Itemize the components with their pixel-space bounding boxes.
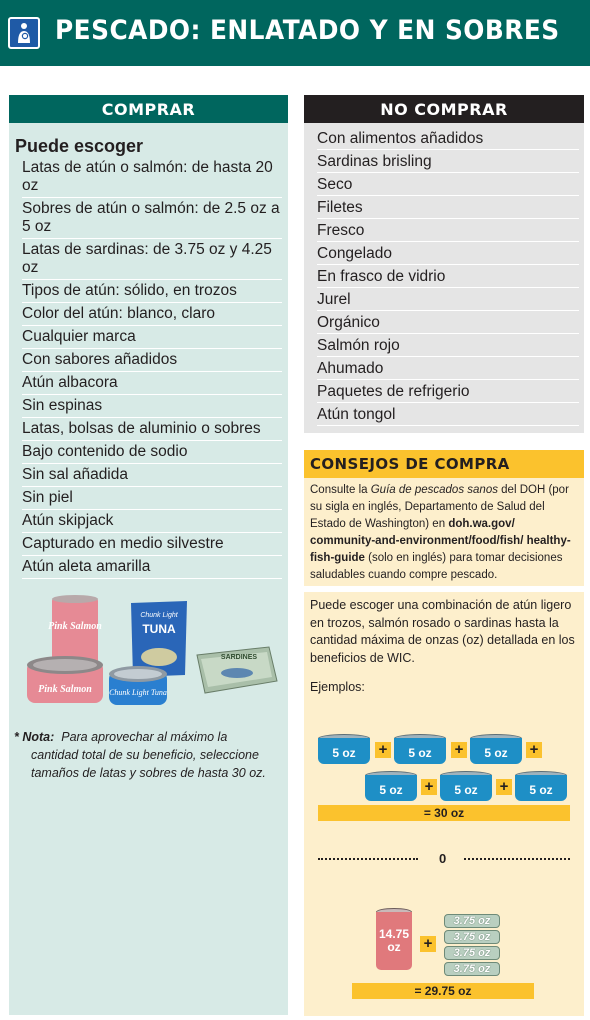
page-header (0, 0, 590, 66)
buy-list-item: Capturado en medio silvestre (22, 533, 282, 556)
divider-dots (318, 858, 418, 860)
can-5oz: 5 oz (365, 771, 417, 801)
buy-list-item: Latas, bolsas de aluminio o sobres (22, 418, 282, 441)
buy-list-item: Atún albacora (22, 372, 282, 395)
plus-sign: + (496, 779, 512, 795)
buy-list-item: Cualquier marca (22, 326, 282, 349)
nobuy-list (317, 127, 579, 426)
buy-list-item: Sin espinas (22, 395, 282, 418)
wic-logo-icon (8, 17, 40, 49)
plus-sign: + (420, 936, 436, 952)
total-30oz: = 30 oz (318, 805, 570, 821)
or-separator: 0 (439, 851, 447, 866)
can-5oz: 5 oz (318, 734, 370, 764)
nobuy-list-item: Atún tongol (317, 403, 579, 426)
buy-list-item: Bajo contenido de sodio (22, 441, 282, 464)
nobuy-list-item: Con alimentos añadidos (317, 127, 579, 150)
buy-list (22, 157, 282, 579)
tuna-pouch-brand: Chunk Light (140, 612, 178, 619)
plus-sign: + (526, 742, 542, 758)
nobuy-list-item: Orgánico (317, 311, 579, 334)
plus-sign: + (421, 779, 437, 795)
buy-list-item: Latas de sardinas: de 3.75 oz y 4.25 oz (22, 239, 282, 280)
buy-list-item: Tipos de atún: sólido, en trozos (22, 280, 282, 303)
sardine-tin-3-75oz: 3.75 oz (444, 930, 500, 944)
note-text-2: cantidad total de su beneficio, seleccione tamaños de latas y sobres de hasta 30 oz. (31, 748, 266, 780)
doh-link: doh.wa.gov/ community-and-environment/food/fish/ healthy-fish-guide (310, 518, 571, 564)
pink-salmon-flat-label: Pink Salmon (38, 684, 92, 695)
plus-sign: + (375, 742, 391, 758)
tuna-pouch-label: TUNA (142, 622, 176, 636)
nobuy-list-item: En frasco de vidrio (317, 265, 579, 288)
buy-list-item: Atún aleta amarilla (22, 556, 282, 579)
nobuy-heading: NO COMPRAR (304, 95, 584, 123)
sardine-tin-3-75oz: 3.75 oz (444, 962, 500, 976)
buy-heading: COMPRAR (9, 95, 288, 123)
nobuy-list-item: Seco (317, 173, 579, 196)
can-14-75oz: 14.75 oz (376, 908, 412, 970)
total-29-75oz: = 29.75 oz (352, 983, 534, 999)
buy-list-item: Sin piel (22, 487, 282, 510)
divider-dots (464, 858, 570, 860)
nobuy-list-item: Paquetes de refrigerio (317, 380, 579, 403)
tuna-pouch (131, 601, 187, 677)
buy-list-item: Color del atún: blanco, claro (22, 303, 282, 326)
page-title: PESCADO: ENLATADO Y EN SOBRES (55, 15, 560, 46)
fish-products-image (19, 595, 279, 720)
sardine-tin-3-75oz: 3.75 oz (444, 914, 500, 928)
buy-subheading: Puede escoger (15, 136, 144, 156)
tips-text: Consulte la Guía de pescados sanos del DOH (por su sigla en inglés, Departamento de Salud del Estado de Washington) en doh.wa.gov/ community-and-environment/food/fish/ healthy-fish-guide (solo en inglés) para tomar decisiones saludables cuando compre pescado. (310, 484, 571, 581)
can-5oz: 5 oz (470, 734, 522, 764)
can-5oz: 5 oz (440, 771, 492, 801)
sardines-label: SARDINES (220, 654, 258, 661)
note-text-1: Para aprovechar al máximo la (61, 730, 228, 744)
combination-text: Puede escoger una combinación de atún ligero en trozos, salmón rosado o sardinas hasta la cantidad máxima de onzas (oz) detallada en los beneficios de WIC. (310, 598, 575, 665)
nobuy-section (304, 95, 584, 433)
note-label: * Nota: (14, 730, 55, 744)
nobuy-list-item: Salmón rojo (317, 334, 579, 357)
tuna-can-label: Chunk Light Tuna (109, 688, 167, 697)
buy-list-item: Sobres de atún o salmón: de 2.5 oz a 5 oz (22, 198, 282, 239)
nobuy-list-item: Congelado (317, 242, 579, 265)
nobuy-list-item: Jurel (317, 288, 579, 311)
buy-section (9, 95, 288, 1015)
buy-list-item: Atún skipjack (22, 510, 282, 533)
sardines-tin (197, 647, 277, 693)
plus-sign: + (451, 742, 467, 758)
buy-note (14, 728, 282, 782)
shopping-tips-section (304, 450, 584, 586)
nobuy-list-item: Filetes (317, 196, 579, 219)
can-5oz: 5 oz (515, 771, 567, 801)
can-5oz: 5 oz (394, 734, 446, 764)
pink-salmon-can-label: Pink Salmon (48, 621, 102, 632)
buy-list-item: Sin sal añadida (22, 464, 282, 487)
nobuy-list-item: Ahumado (317, 357, 579, 380)
pink-salmon-flat-can (27, 656, 103, 703)
tuna-can (109, 666, 167, 705)
buy-list-item: Latas de atún o salmón: de hasta 20 oz (22, 157, 282, 198)
tips-heading: CONSEJOS DE COMPRA (304, 450, 584, 478)
nobuy-list-item: Sardinas brisling (317, 150, 579, 173)
sardine-tin-3-75oz: 3.75 oz (444, 946, 500, 960)
combination-section (304, 592, 584, 1016)
nobuy-list-item: Fresco (317, 219, 579, 242)
buy-list-item: Con sabores añadidos (22, 349, 282, 372)
examples-label: Ejemplos: (310, 680, 365, 694)
